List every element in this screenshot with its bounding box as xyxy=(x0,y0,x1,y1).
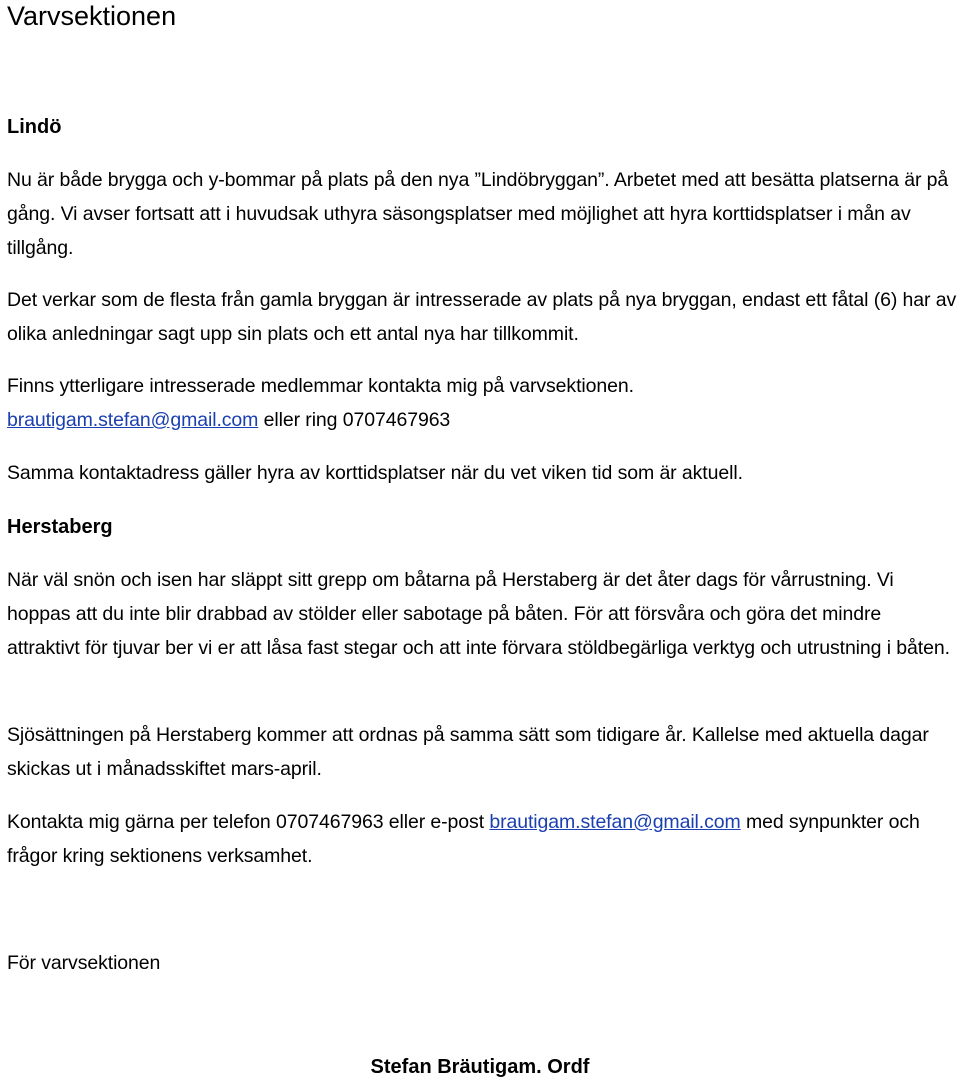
herstaberg-paragraph-1: När väl snön och isen har släppt sitt grepp om båtarna på Herstaberg är det åter dags för vårrustning. Vi hoppas att du inte blir drabbad av stölder eller sabotage på båten. För att försvåra och göra det mindre attraktivt för tjuvar ber vi er att låsa fast stegar och att inte förvara stöldbegärliga verktyg och utrustning i båten. xyxy=(7,569,950,659)
signature: Stefan Bräutigam. Ordf xyxy=(370,1056,590,1078)
email-link-lindo[interactable]: brautigam.stefan@gmail.com xyxy=(7,409,259,431)
lindo-paragraph-3 xyxy=(7,369,957,437)
herstaberg-paragraph-3 xyxy=(7,805,957,873)
lindo-phone-text: eller ring 0707467963 xyxy=(258,409,451,431)
herstaberg-contact-after: med synpunkter och frågor kring sektionens verksamhet. xyxy=(7,811,920,867)
closing-text: För varvsektionen xyxy=(7,952,161,974)
lindo-paragraph-1: Nu är både brygga och y-bommar på plats på den nya ”Lindöbryggan”. Arbetet med att besätta platserna är på gång. Vi avser fortsatt att i huvudsak uthyra säsongsplatser med möjlighet att hyra korttidsplatser i mån av tillgång. xyxy=(7,169,949,259)
lindo-contact-text: Finns ytterligare intresserade medlemmar kontakta mig på varvsektionen. xyxy=(7,375,634,397)
herstaberg-paragraph-2: Sjösättningen på Herstaberg kommer att ordnas på samma sätt som tidigare år. Kallelse med aktuella dagar skickas ut i månadsskiftet mars-april. xyxy=(7,724,929,780)
email-link-herstaberg[interactable]: brautigam.stefan@gmail.com xyxy=(489,811,741,833)
lindo-paragraph-2: Det verkar som de flesta från gamla bryggan är intresserade av plats på nya bryggan, endast ett fåtal (6) har av olika anledningar sagt upp sin plats och ett antal nya har tillkommit. xyxy=(7,289,957,345)
section-heading-lindo: Lindö xyxy=(7,116,62,138)
section-heading-herstaberg: Herstaberg xyxy=(7,516,113,538)
page-title: Varvsektionen xyxy=(7,1,177,31)
herstaberg-contact-before: Kontakta mig gärna per telefon 0707467963 eller e-post xyxy=(7,811,490,833)
lindo-paragraph-4: Samma kontaktadress gäller hyra av korttidsplatser när du vet viken tid som är aktuell. xyxy=(7,462,743,484)
